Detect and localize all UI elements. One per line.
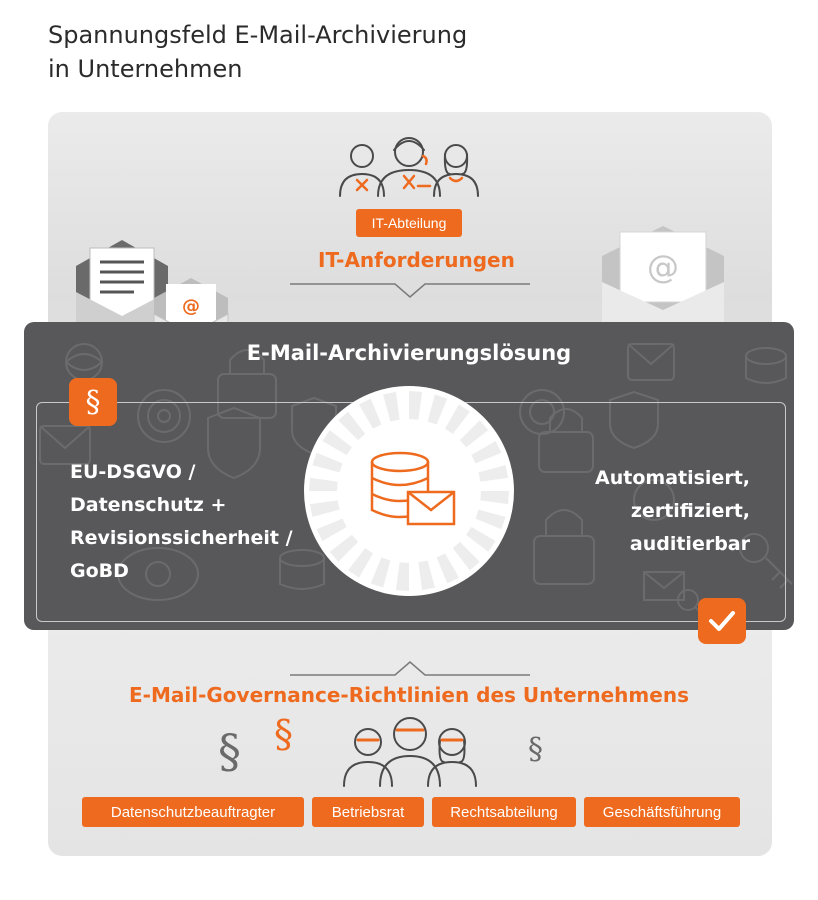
circle-ray	[312, 453, 342, 473]
stakeholders-icon	[340, 712, 480, 788]
circle-ray	[445, 404, 470, 434]
circle-ray	[428, 394, 448, 424]
right-line: Automatisiert,	[595, 467, 750, 489]
role-badge: Rechtsabteilung	[432, 797, 576, 827]
solution-heading: E-Mail-Archivierungslösung	[246, 341, 572, 365]
circle-ray	[418, 561, 435, 591]
upward-divider	[290, 660, 530, 680]
left-text-block	[70, 456, 293, 588]
circle-ray	[479, 465, 509, 482]
circle-ray	[396, 562, 409, 591]
circle-ray	[453, 542, 480, 570]
title-line-1: Spannungsfeld E-Mail-Archivierung	[48, 21, 468, 49]
circle-ray	[317, 519, 347, 541]
database-mail-icon	[366, 448, 462, 534]
checkmark-icon	[708, 609, 736, 633]
downward-divider	[290, 280, 530, 300]
paragraph-icon: §	[218, 724, 241, 778]
checkmark-badge	[698, 598, 746, 644]
it-requirements-heading: IT-Anforderungen	[318, 248, 515, 272]
circle-ray	[480, 491, 509, 504]
circle-ray	[466, 527, 496, 552]
paragraph-icon: §	[85, 384, 101, 420]
role-badge: Betriebsrat	[312, 797, 424, 827]
circle-ray	[437, 553, 459, 583]
title-line-2: in Unternehmen	[48, 55, 243, 83]
circle-ray	[460, 420, 488, 447]
circle-ray	[309, 478, 338, 491]
circle-ray	[476, 510, 506, 530]
right-text-block	[560, 462, 750, 561]
circle-ray	[310, 500, 340, 517]
left-line: EU-DSGVO /	[70, 461, 196, 483]
circle-ray	[409, 391, 422, 420]
role-badge: Datenschutzbeauftragter	[82, 797, 304, 827]
left-line: GoBD	[70, 560, 129, 582]
it-department-badge: IT-Abteilung	[356, 209, 462, 237]
circle-ray	[348, 548, 373, 578]
page-title	[48, 18, 467, 86]
circle-ray	[471, 441, 501, 463]
left-line: Datenschutz +	[70, 494, 227, 516]
circle-ray	[359, 399, 381, 429]
left-line: Revisionssicherheit /	[70, 527, 293, 549]
right-line: zertifiziert,	[630, 500, 750, 522]
paragraph-icon: §	[528, 732, 543, 767]
circle-ray	[371, 558, 391, 588]
circle-ray	[330, 535, 358, 562]
right-line: auditierbar	[629, 533, 750, 555]
role-badge: Geschäftsführung	[584, 797, 740, 827]
svg-text:@: @	[647, 248, 679, 286]
governance-heading: E-Mail-Governance-Richtlinien des Unternehmens	[129, 683, 689, 707]
it-team-icon	[334, 134, 484, 198]
circle-ray	[383, 392, 400, 422]
paragraph-badge	[69, 378, 117, 426]
svg-text:@: @	[182, 296, 200, 317]
circle-ray	[338, 412, 365, 440]
paragraph-icon: §	[274, 712, 293, 756]
circle-ray	[322, 430, 352, 455]
at-envelope-icon	[598, 222, 728, 324]
